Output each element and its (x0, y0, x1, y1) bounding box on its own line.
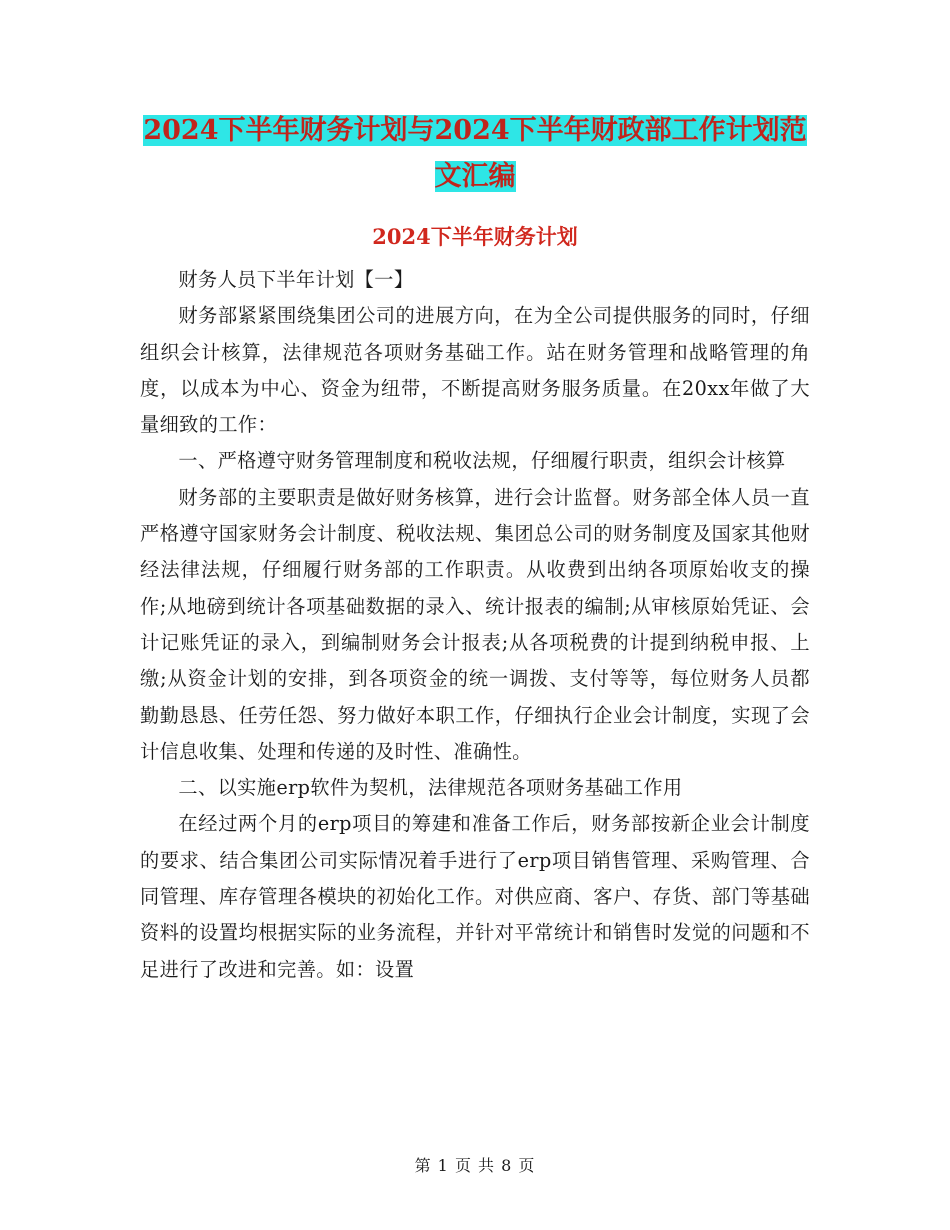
paragraph: 财务部的主要职责是做好财务核算，进行会计监督。财务部全体人员一直严格遵守国家财务会计制度、税收法规、集团总公司的财务制度及国家其他财经法律法规，仔细履行财务部的工作职责。从收费到出纳各项原始收支的操作;从地磅到统计各项基础数据的录入、统计报表的编制;从审核原始凭证、会计记账凭证的录入，到编制财务会计报表;从各项税费的计提到纳税申报、上缴;从资金计划的安排，到各项资金的统一调拨、支付等等，每位财务人员都勤勤恳恳、任劳任怨、努力做好本职工作，仔细执行企业会计制度，实现了会计信息收集、处理和传递的及时性、准确性。 (140, 485, 810, 763)
document-title (140, 108, 810, 200)
paragraph-point-heading: 二、以实施erp软件为契机，法律规范各项财务基础工作用 (178, 776, 683, 800)
document-title-line-2: 文汇编 (434, 161, 516, 192)
document-title-line-1: 2024下半年财务计划与2024下半年财政部工作计划范 (143, 115, 807, 146)
paragraph-subheading: 财务人员下半年计划【一】 (178, 268, 414, 291)
page-number-footer: 第 1 页 共 8 页 (414, 1156, 536, 1175)
section-heading: 2024下半年财务计划 (372, 224, 578, 249)
document-body (140, 262, 810, 988)
paragraph-point-heading: 一、严格遵守财务管理制度和税收法规，仔细履行职责，组织会计核算 (178, 449, 786, 473)
paragraph: 在经过两个月的erp项目的筹建和准备工作后，财务部按新企业会计制度的要求、结合集团公司实际情况着手进行了erp项目销售管理、采购管理、合同管理、库存管理各模块的初始化工作。对供应商、客户、存货、部门等基础资料的设置均根据实际的业务流程，并针对平常统计和销售时发觉的问题和不足进行了改进和完善。如：设置 (140, 812, 810, 981)
paragraph: 财务部紧紧围绕集团公司的进展方向，在为全公司提供服务的同时，仔细组织会计核算，法律规范各项财务基础工作。站在财务管理和战略管理的角度，以成本为中心、资金为纽带，不断提高财务服务质量。在20xx年做了大量细致的工作： (140, 304, 810, 437)
